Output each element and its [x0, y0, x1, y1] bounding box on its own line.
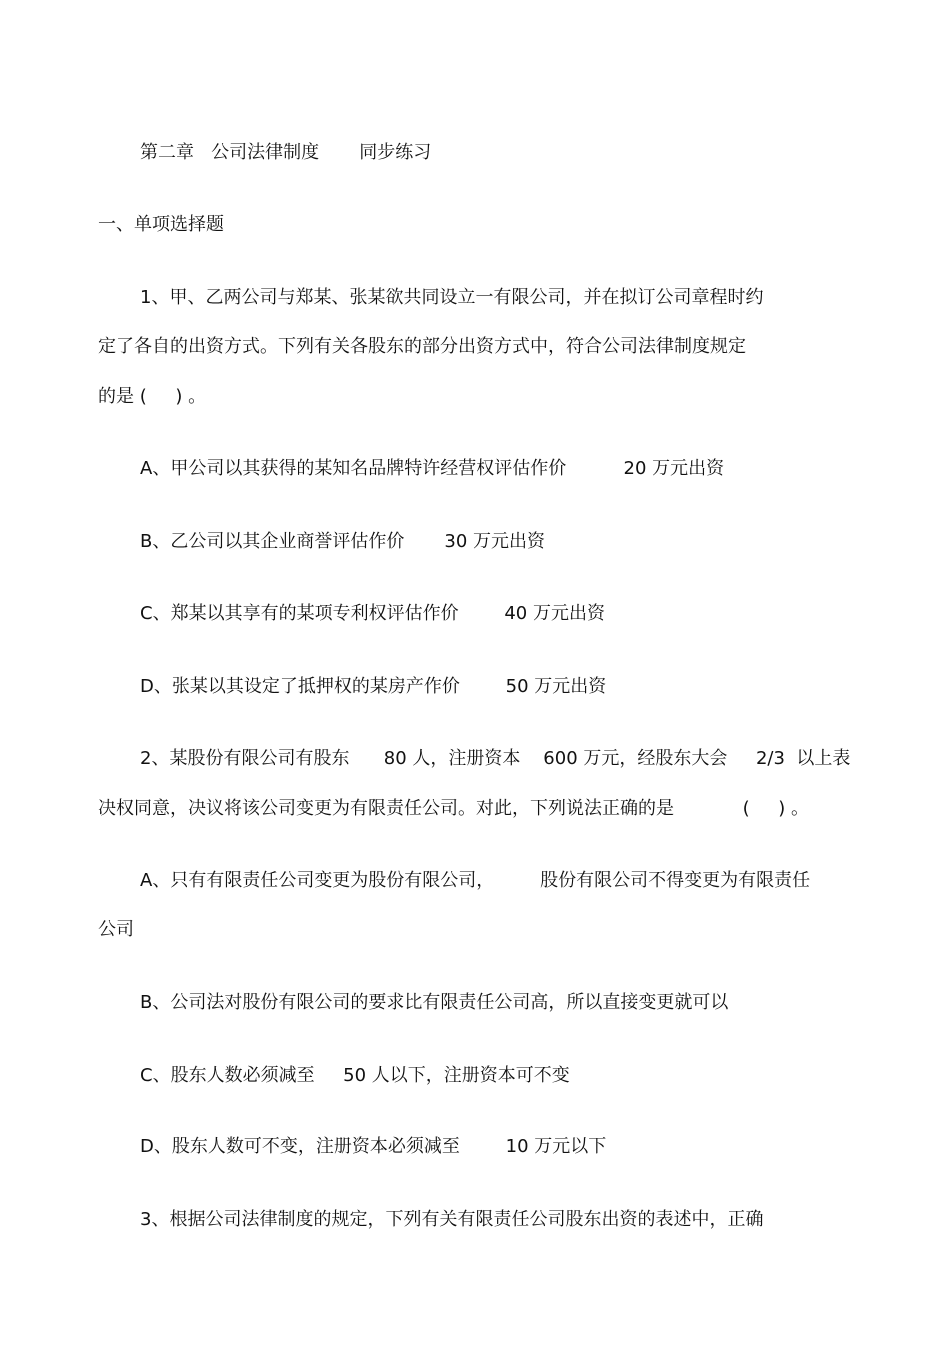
question-1-option-d: D、张某以其设定了抵押权的某房产作价 50 万元出资 [140, 676, 607, 697]
question-2-line-1: 2、某股份有限公司有股东 80 人，注册资本 600 万元，经股东大会 2/3 以上表 [140, 748, 851, 769]
question-1-option-c: C、郑某以其享有的某项专利权评估作价 40 万元出资 [140, 603, 605, 624]
question-2-option-a-line-2: 公司 [98, 919, 134, 940]
question-1-option-a: A、甲公司以其获得的某知名品牌特许经营权评估作价 20 万元出资 [140, 458, 725, 479]
question-1-line-1: 1、甲、乙两公司与郑某、张某欲共同设立一有限公司，并在拟订公司章程时约 [140, 287, 764, 308]
question-1-option-b: B、乙公司以其企业商誉评估作价 30 万元出资 [140, 531, 546, 552]
question-1-line-2: 定了各自的出资方式。下列有关各股东的部分出资方式中，符合公司法律制度规定 [98, 336, 746, 357]
question-2-option-a-line-1: A、只有有限责任公司变更为股份有限公司， 股份有限公司不得变更为有限责任 [140, 870, 811, 891]
question-3-line-1: 3、根据公司法律制度的规定，下列有关有限责任公司股东出资的表述中，正确 [140, 1209, 764, 1230]
section-heading: 一、单项选择题 [98, 214, 224, 235]
chapter-title: 第二章 公司法律制度 同步练习 [140, 142, 432, 163]
question-2-option-d: D、股东人数可不变，注册资本必须减至 10 万元以下 [140, 1136, 607, 1157]
question-2-option-b: B、公司法对股份有限公司的要求比有限责任公司高，所以直接变更就可以 [140, 992, 729, 1013]
question-2-line-2: 决权同意，决议将该公司变更为有限责任公司。对此，下列说法正确的是 ( ) 。 [98, 798, 810, 819]
question-2-option-c: C、股东人数必须减至 50 人以下，注册资本可不变 [140, 1065, 570, 1086]
question-1-line-3: 的是 ( ) 。 [98, 386, 207, 407]
